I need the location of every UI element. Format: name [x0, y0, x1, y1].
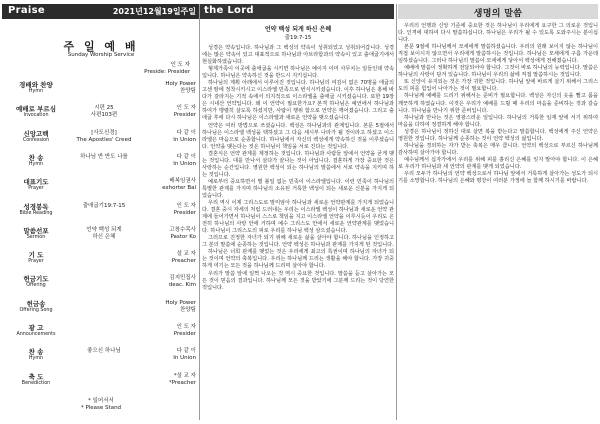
worship-item	[4, 323, 198, 345]
footnote-line: * 일어서서 * Please Stand	[80, 398, 122, 411]
item-leader: 다 같 이 In Union	[173, 153, 196, 167]
header-praise-label: Praise	[8, 5, 45, 16]
item-label-en: Hymn	[28, 161, 44, 167]
item-leader: 김지민집사 deac. Kim	[168, 275, 196, 289]
item-leader: Holy Power 찬양팀	[165, 81, 196, 94]
item-leader: 고창수목사 Pastor Ko	[169, 226, 196, 240]
presider-en: Preside: Presider	[144, 69, 190, 75]
item-label-en: Hymn	[28, 89, 44, 94]
item-label-kr: 대표기도	[23, 178, 49, 187]
worship-item	[4, 226, 198, 248]
item-label-en: Bible Reading	[19, 210, 53, 216]
worship-item	[4, 250, 198, 272]
item-content: 좋으신 하나님	[87, 348, 121, 355]
item-label-en: Prayer	[28, 186, 44, 192]
item-label-kr: 축 도	[28, 372, 44, 381]
worship-item	[4, 372, 198, 394]
item-label-kr: 말씀선포	[23, 226, 49, 235]
item-leader: 설 교 자 Preacher	[171, 251, 196, 265]
sermon-paragraph: 예로부터 중요하면서 별 볼일 없는 민족이 이스라엘입니다. 이런 민족이 하나님의 특별한 관계를 가지며 하나님의 소유된 거룩한 백성이 되는 새로운 신분을 가지게 되었습니다.	[202, 178, 394, 199]
sermon-paragraph: 언약은 여러 방법으로 쓰셨습니다. 백성은 하나님과의 관계입니다. 본문 5절에서 하나님은 이스라엘 백성을 택하셨고 그 다음 세시부 나라가 될 것이라고 하셨고 이스라엘은 마음으로 순종합니다. 하나님에서 자신의 백성에게 약속하신 것을 이루셨습니다. 언약을 맺는다는 것은 하나님이 책임을 서로 진다는 것입니다.	[202, 122, 394, 150]
item-leader: *설 교 자 *Preacher	[168, 372, 196, 386]
sermon-paragraph: 우리가 말씀 앞에 일찍 나오는 것 역시 중요한 것입니다. 말씀을 듣고 살아가는 모든 것이 믿음의 결과입니다. 하나님께 모든 것을 받았기에 그분께 드리는 것이 당연한 것입니다.	[202, 270, 394, 291]
item-leader: 다 같 이 In Union	[173, 348, 196, 362]
column-divider	[396, 4, 397, 420]
sermon-paragraph: 하나님은 너희 관계를 맺었는 것은 우리에게 최고의 특권이며 하나님의 자녀가 되는 것이며 언약의 축복입니다. 우리는 하나님께 드리는 생활을 해야 합니다. 가장 귀중하게 여기는 모든 것을 하나님께 드리며 살아야 합니다.	[202, 249, 394, 270]
sermon-paragraph: 성경은 하나님이 정하신 대로 살면 복을 받는다고 말씀합니다. 백성에게 주신 언약은 영원한 것입니다. 하나님께 순종하는 것이 언약 백성의 삶입니다.	[398, 128, 598, 142]
item-label-kr: 신앙고백	[23, 129, 49, 138]
item-leader: 다 같 이 In Union	[173, 129, 196, 143]
item-content: 시편 25 사편103편	[90, 105, 118, 119]
stand-footnote	[4, 398, 198, 412]
sermon-paragraph: 하나님께 예배를 드리기 위해서는 준비가 필요합니다. 백성은 자신의 옷을 빨고 몸을 깨끗하게 하였습니다. 이것은 우리가 예배를 드릴 때 우리의 마음을 준비하는 것과 같습니다. 하나님을 만나기 위한 준비입니다.	[398, 93, 598, 114]
item-label-kr: 광 고	[28, 324, 44, 332]
header-right	[398, 4, 598, 19]
order-of-worship	[4, 20, 198, 420]
item-label-kr: 헌금기도	[23, 275, 49, 284]
word-of-life-column	[398, 20, 598, 420]
sermon-paragraph: 하나님을 경외하는 자가 받는 축복은 매우 큽니다. 언약의 백성으로 부르신 하나님께 감사하며 살아가야 합니다.	[398, 142, 598, 156]
item-leader: 인 도 자 Presider	[173, 105, 196, 119]
worship-item	[4, 347, 198, 369]
sermon-body-right	[398, 20, 598, 185]
sermon-paragraph: 우리 모두가 하나님의 언약 백성으로서 하나님 앞에서 거룩하게 살아가는 성도가 되시기를 소망합니다. 하나님의 은혜와 평강이 여러분 가정에 늘 함께 하시기를 바랍니다.	[398, 170, 598, 185]
sermon-paragraph: 성경은 약속입니다. 하나님과 그 백성의 약속이 성취되었고 성취되어갑니다. 성경에는 많은 약속이 있고 대표적으로 하나님과 아브라함과의 약속이 있고 출애굽기에서 현실화하였습니다.	[202, 45, 394, 66]
item-label-en: Invocation	[23, 113, 49, 119]
worship-subtitle: Sunday Worship Service	[67, 52, 135, 58]
header-middle	[198, 4, 394, 19]
item-content: 하나님 반 반도 나를	[80, 153, 128, 160]
sermon-paragraph: 본문 9절에 하나님께서 모세에게 말씀하셨습니다. 우리의 원래 보이지 않는 하나님이 직접 보이시지 않으면서 우리에게 말씀하시는 것입니다. 하나님은 모세에게 구름 가운데 임하셨습니다. 그러나 하나님의 말씀이 모세에게 닿아서 백성에게 전해졌습니다.	[398, 44, 598, 65]
item-label-kr: 헌금송	[26, 299, 46, 308]
item-label-kr: 찬 송	[28, 348, 44, 357]
item-leader: 인 도 자 Presider	[173, 324, 196, 337]
sermon-body-middle	[202, 45, 394, 292]
header-word-of-life-label: 생명의 말씀	[473, 9, 523, 19]
sermon-reference: 출19:7-15	[284, 35, 312, 41]
item-label-kr: 경배와 찬양	[19, 81, 53, 89]
worship-item	[4, 177, 198, 199]
presider-kr: 인 도 자	[170, 62, 190, 68]
bulletin-date: 2021년12월19일주일	[112, 7, 196, 16]
item-label-en: Announcements	[16, 332, 56, 337]
item-label-kr: 기 도	[28, 251, 44, 260]
worship-item	[4, 129, 198, 151]
worship-item	[4, 153, 198, 175]
sermon-paragraph: 결혼식은 언약 관계를 제정하는 것입니다. 하나님과 사람들 앞에서 언약을 굳게 맺는 것입니다. 대를 만나서 살다가 끝나는 것이 아닙니다. 결혼하게 가장 중요한 것은 사랑하는 순간입니다. 영원한 백성이 되는 하나님의 말씀에서 서로 약속을 지키며 하는 것입니다.	[202, 150, 394, 178]
presider-block	[144, 62, 190, 76]
sermon-paragraph: 하나님의 계획 아래에서 이루어진 것입니다. 하나님의 여김이 없은 70명을 애굽의 고센 땅에 정착시키시고 이스라엘 민족으로 번식시키셨습니다. 이후 하나님은 홍해 바다가 갈라지는 기적 속에서 의지적으로 이스라엘을 출애굽 시키셨습니다. 또한 19장은 시내산 언약입니다. 왜 이 언약이 필요한가요? 본격 하나님은 예언에서 하나님과 하여가 맹렬히 살도록 하셨지만, 사람이 행위 함으로 언약은 깨어졌습니다. 그리고 출애굽 후에 다시 하나님은 이스라엘과 새로운 언약을 맺으셨습니다.	[202, 80, 394, 122]
item-label-en: Benediction	[21, 380, 51, 386]
worship-item	[4, 104, 198, 126]
sermon-paragraph: 우리 역시 이제 그리스도로 말미암아 하나님과 새로운 언약관계를 가지게 되었습니다. 결혼 중시 자세의 처럼 드러내는 우리는 이스라엘 백성이 하나님과 새로운 언약 관계에 들어가면서 하나님이 스스로 책임을 지고 이스라엘 언약을 이루시듯이 우리도 온전히 하나님의 사랑 안에 거하며 예수 그리스도 안에서 새로운 언약관계를 맺었습니다. 하나님이 그리스도의 피로 우리를 하나님 백성 삼으셨습니다.	[202, 200, 394, 235]
item-label-kr: 예배로 부르심	[16, 105, 56, 114]
item-leader: 배복임권사 exhorter Bal	[162, 178, 196, 192]
sermon-paragraph: 예수님께서 십자가에서 우리를 위해 피를 흘리신 은혜를 잊지 말아야 합니다. 이 은혜로 우리가 하나님과 새 언약의 관계를 맺게 되었습니다.	[398, 156, 598, 170]
item-label-en: Prayer	[28, 259, 44, 265]
sermon-paragraph: 그러므로 진정한 자녀가 되기 위해 새로운 삶을 살아야 합니다. 하나님을 인정하고 그 분의 말씀에 순종하는 것입니다. 언약 백성은 하나님과 관계를 가지게 된 것입니다.	[202, 235, 394, 249]
sermon-column	[202, 20, 394, 420]
item-label-en: Sermon	[26, 234, 46, 240]
item-leader: Holy Power 찬양팀	[165, 299, 196, 313]
item-content: 언약 백성 되게 하신 은혜	[86, 226, 122, 240]
column-divider	[199, 4, 200, 420]
item-leader: 인 도 자 Presider	[173, 202, 196, 216]
item-label-en: Offering Song	[19, 307, 53, 313]
sermon-paragraph: 우리의 언행과 신앙 기준에 중요한 것은 하나님이 우리에게 요구한 그 의로운 것입니다. 인격에 대하여 다시 말씀하십니다. 하나님은 우리가 될 수 있도록 도와주시는 분이십니다.	[398, 23, 598, 44]
sermon-paragraph: 또 신앙이 유지되는 것은 가장 귀한 것입니다. 하나님 앞에 바르게 살기 위해서 그리스도의 피를 힘입어 나아가는 것이 필요합니다.	[398, 79, 598, 93]
item-label-en: Hymn	[28, 356, 44, 362]
item-label-kr: 찬 송	[28, 153, 44, 162]
worship-item	[4, 299, 198, 321]
item-label-en: Confession	[22, 137, 50, 143]
worship-item	[4, 80, 198, 102]
item-content: 출애굽기19:7-15	[82, 202, 126, 209]
worship-title: 주 일 예 배	[63, 40, 139, 53]
item-label-en: Offering	[26, 283, 46, 289]
sermon-title: 언약 백성 되게 하신 은혜	[264, 26, 332, 33]
item-label-kr: 성경봉독	[23, 202, 49, 211]
sermon-paragraph: 하나님과 만나는 것은 영광스러운 일입니다. 하나님의 거룩한 임재 앞에 서기 위하여 마음을 다하여 정결하게 해야 합니다.	[398, 114, 598, 128]
worship-item	[4, 202, 198, 224]
worship-item	[4, 274, 198, 296]
item-content: [사도신경] The Apostles' Creed	[76, 129, 132, 143]
header-left	[2, 4, 198, 19]
sermon-paragraph: 예배에 말씀이 정확하게 전달되어야 합니다. 그것이 바로 하나님의 능력입니다. 말씀은 하나님의 사랑이 담겨 있습니다. 하나님이 우리의 삶에 직접 말씀하시는 것입니다.	[398, 65, 598, 79]
sermon-paragraph: 형제가족이 이곳에 출애굽을 시키면 하나님은 예이지 이미 사무치는 일들인데 약속입니다. 하나님은 약속하신 것을 반드시 지키십니다.	[202, 66, 394, 80]
header-the-lord-label: the Lord	[204, 5, 254, 16]
